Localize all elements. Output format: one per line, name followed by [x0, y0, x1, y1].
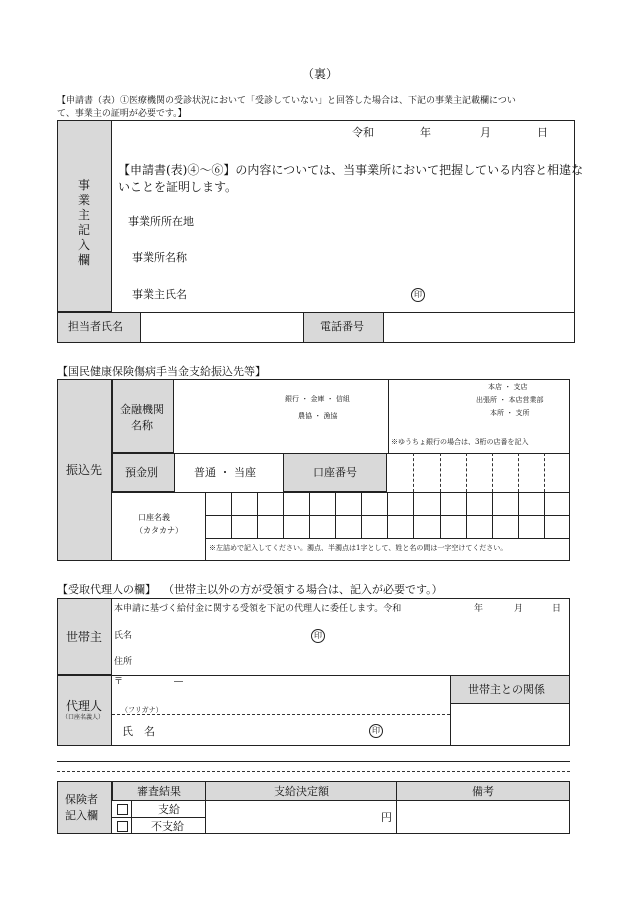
insurer-label-1: 保険者: [65, 793, 98, 806]
transfer-heading: 【国民健康保険傷病手当金支給振込先等】: [57, 365, 266, 378]
employer-date-era: 令和: [352, 126, 374, 139]
employer-notice-line2: て、事業主の証明が必要です。】: [57, 109, 187, 119]
agent-heading-b: （世帯主以外の方が受領する場合は、記入が必要です。）: [163, 583, 443, 596]
seal-icon: 印: [411, 288, 425, 302]
agent-label: 代理人: [66, 699, 103, 713]
householder-label: 世帯主: [66, 630, 103, 644]
relation-label: 世帯主との関係: [468, 683, 545, 696]
employer-date-day: 日: [537, 126, 548, 139]
phone-label: 電話番号: [320, 320, 364, 333]
employer-name-label: 事業主氏名: [132, 288, 187, 301]
bank-types-1: 銀行 ・ 金庫 ・ 信組: [285, 395, 350, 403]
postal-dash: ―: [174, 677, 183, 687]
employer-section: [57, 120, 575, 343]
agent-name-label: 氏 名: [122, 725, 155, 738]
account-type-options: 普通 ・ 当座: [194, 466, 256, 479]
agent-heading-a: 【受取代理人の欄】: [57, 583, 156, 596]
separator-line: [57, 761, 570, 762]
employer-date-year: 年: [420, 126, 431, 139]
agent-sub-label: （口座名義人）: [62, 714, 105, 721]
postal-mark: 〒: [114, 677, 124, 687]
account-holder-note: ※左詰めで記入してください。濁点、半濁点は1字として、姓と名の間は一字空けてください。: [209, 544, 508, 552]
branch-types-1: 本店 ・ 支店: [488, 383, 528, 391]
approve-label: 支給: [158, 803, 180, 816]
page-title: （裏）: [302, 67, 339, 81]
account-number-label: 口座番号: [313, 466, 357, 479]
reject-label: 不支給: [151, 820, 184, 833]
householder-name-label: 氏名: [114, 631, 133, 641]
staff-name-label: 担当者氏名: [68, 320, 123, 333]
householder-address-label: 住所: [114, 657, 133, 667]
institution-label-1: 金融機関: [120, 403, 164, 416]
business-name-label: 事業所名称: [132, 251, 187, 264]
bank-types-2: 農協 ・ 漁協: [298, 412, 338, 420]
branch-types-2: 出張所 ・ 本店営業部: [476, 396, 544, 404]
employer-notice-line1: 【申請書（表）①医療機関の受診状況において「受診していない」と回答した場合は、下記の事業主記載欄につい: [57, 96, 516, 106]
branch-types-3: 本所 ・ 支所: [490, 409, 530, 417]
delegation-month: 月: [514, 604, 524, 614]
delegation-text: 本申請に基づく給付金に関する受領を下記の代理人に委任します。令和: [114, 604, 402, 614]
yucho-note: ※ゆうちょ銀行の場合は、3桁の店番を記入: [391, 438, 529, 446]
account-holder-label-2: （カタカナ）: [135, 526, 183, 535]
employer-date-month: 月: [480, 126, 491, 139]
payment-amount-label: 支給決定額: [274, 785, 329, 798]
employer-statement-line1: 【申請書(表)④～⑥】の内容については、当事業所において把握している内容と相違な: [118, 163, 584, 177]
institution-label-2: 名称: [131, 419, 153, 432]
approve-checkbox[interactable]: [117, 804, 128, 815]
insurer-side-cell: [57, 781, 112, 834]
employer-statement-line2: いことを証明します。: [118, 180, 238, 194]
transfer-side-label: 振込先: [66, 463, 103, 477]
insurer-label-2: 記入欄: [65, 809, 98, 822]
account-holder-label-1: 口座名義: [138, 513, 170, 522]
delegation-year: 年: [474, 604, 484, 614]
business-address-label: 事業所所在地: [128, 215, 194, 228]
agent-section: [57, 598, 570, 746]
reject-checkbox[interactable]: [117, 821, 128, 832]
seal-icon: 印: [369, 724, 383, 738]
institution-label-cell: [112, 379, 174, 453]
seal-icon: 印: [311, 629, 325, 643]
account-type-label: 預金別: [125, 466, 158, 479]
yen-unit: 円: [381, 811, 392, 824]
review-result-label: 審査結果: [137, 785, 181, 798]
remarks-label: 備考: [472, 785, 494, 798]
separator-dashed: [57, 771, 570, 772]
delegation-day: 日: [552, 604, 562, 614]
furigana-label: （フリガナ）: [121, 706, 163, 714]
employer-side-label: 事業主記入欄: [77, 178, 90, 267]
